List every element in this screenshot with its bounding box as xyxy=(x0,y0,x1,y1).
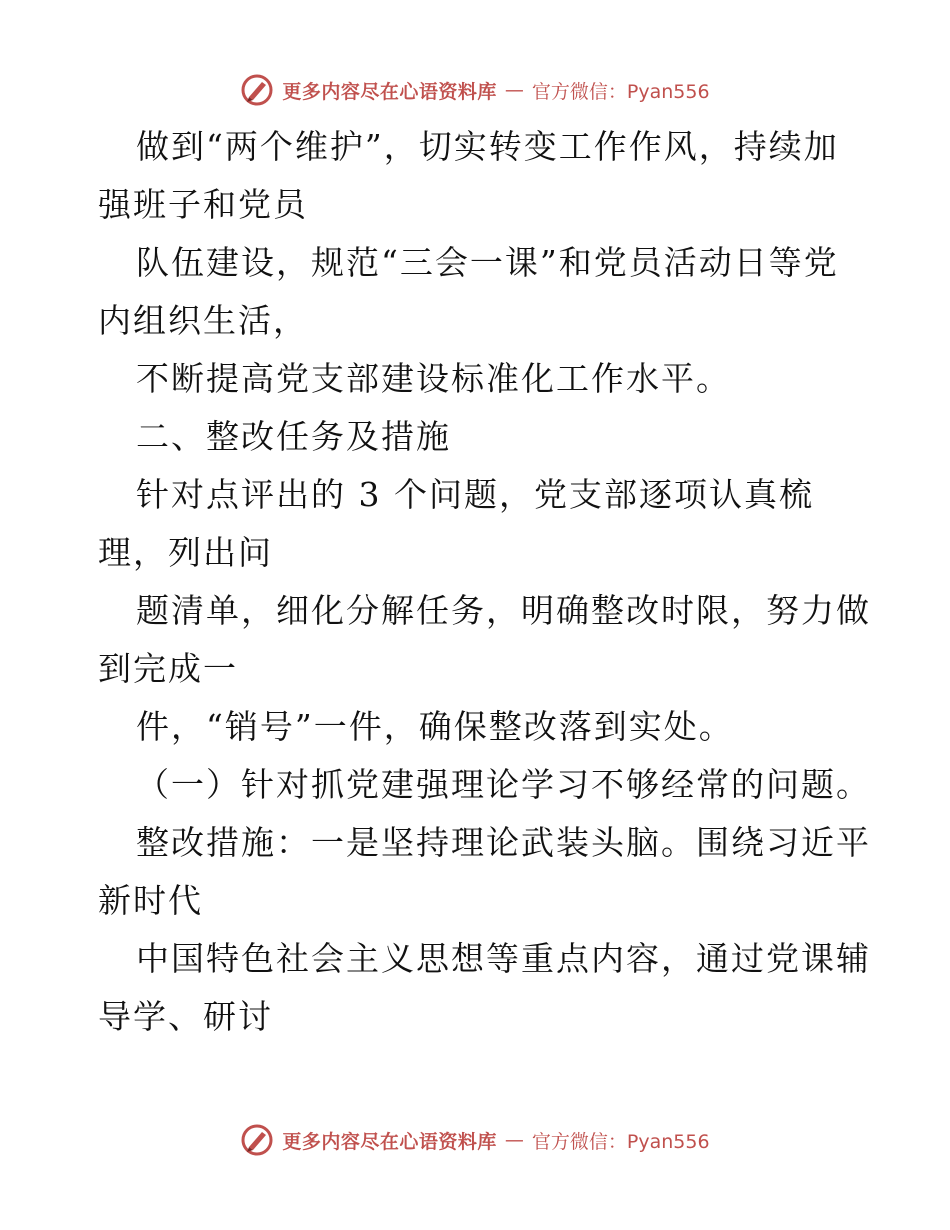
watermark-wechat: 官方微信：Pyan556 xyxy=(531,80,710,103)
text-line: 做到“两个维护”，切实转变工作作风，持续加 xyxy=(136,127,839,166)
text-line: 理，列出问 xyxy=(98,533,273,572)
watermark-wechat: 官方微信：Pyan556 xyxy=(531,1130,710,1153)
text-line: 内组织生活， xyxy=(98,301,308,340)
text-line: 强班子和党员 xyxy=(98,185,308,224)
pen-logo-icon xyxy=(240,1123,274,1157)
section-heading: 二、整改任务及措施 xyxy=(136,417,451,456)
watermark-text: 更多内容尽在心语资料库 xyxy=(282,1130,497,1153)
text-line: 到完成一 xyxy=(98,649,238,688)
watermark-separator: — xyxy=(504,1129,524,1151)
watermark-text: 更多内容尽在心语资料库 xyxy=(282,80,497,103)
header-watermark xyxy=(0,70,950,110)
footer-watermark xyxy=(0,1120,950,1160)
text-line: 针对点评出的 3 个问题，党支部逐项认真梳 xyxy=(136,475,814,514)
subsection-heading: （一）针对抓党建强理论学习不够经常的问题。 xyxy=(136,765,871,804)
pen-logo-icon xyxy=(240,73,274,107)
document-body xyxy=(98,118,871,1046)
text-line: 件，“销号”一件，确保整改落到实处。 xyxy=(136,707,734,746)
text-line: 队伍建设，规范“三会一课”和党员活动日等党 xyxy=(136,243,839,282)
watermark-separator: — xyxy=(504,79,524,101)
text-line: 新时代 xyxy=(98,881,203,920)
text-line: 中国特色社会主义思想等重点内容，通过党课辅 xyxy=(136,939,871,978)
text-line: 整改措施：一是坚持理论武装头脑。围绕习近平 xyxy=(136,823,871,862)
text-line: 导学、研讨 xyxy=(98,997,273,1036)
text-line: 题清单，细化分解任务，明确整改时限，努力做 xyxy=(136,591,871,630)
text-line: 不断提高党支部建设标准化工作水平。 xyxy=(136,359,731,398)
